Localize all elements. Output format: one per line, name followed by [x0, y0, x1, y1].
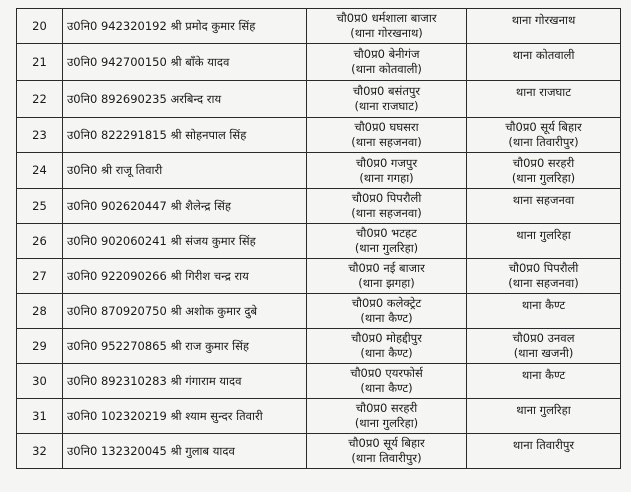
- officer-cell: उ0नि0 102320219 श्री श्याम सुन्दर तिवारी: [63, 399, 307, 434]
- serial-number-cell: 28: [17, 294, 63, 329]
- new-posting-name: चौ0प्र0 सूर्य बिहार: [505, 120, 582, 134]
- current-post-name: चौ0प्र0 नई बाजार: [348, 261, 425, 275]
- new-posting-cell: [467, 434, 621, 469]
- officer-cell: उ0नि0 902060241 श्री संजय कुमार सिंह: [63, 224, 307, 259]
- current-post-cell: [307, 434, 467, 469]
- current-post-name: चौ0प्र0 घघसरा: [354, 120, 419, 134]
- new-posting-cell: [467, 9, 621, 44]
- current-post-station: (थाना गुलरिहा): [354, 241, 419, 255]
- officer-cell: उ0नि0 952270865 श्री राज कुमार सिंह: [63, 329, 307, 364]
- table-row: [17, 9, 621, 44]
- serial-number-cell: 31: [17, 399, 63, 434]
- new-posting-name: थाना गुलरिहा: [516, 228, 571, 242]
- new-posting-cell: [467, 364, 621, 399]
- new-posting-station: (थाना गुलरिहा): [511, 170, 576, 185]
- officer-cell: उ0नि0 870920750 श्री अशोक कुमार दुबे: [63, 294, 307, 329]
- new-posting-station: (थाना सहजनवा): [508, 276, 579, 290]
- new-posting-cell: [467, 329, 621, 364]
- transfer-table: [16, 8, 621, 469]
- current-post-cell: [307, 189, 467, 224]
- current-post-cell: [307, 153, 467, 189]
- table-row: [17, 44, 621, 81]
- new-posting-name: चौ0प्र0 सरहरी: [512, 155, 575, 170]
- current-post-name: चौ0प्र0 धर्मशाला बाजार: [336, 11, 437, 25]
- serial-number-cell: 24: [17, 153, 63, 189]
- current-post-station: (थाना कैण्ट): [360, 381, 413, 395]
- current-post-cell: [307, 259, 467, 294]
- current-post-name: चौ0प्र0 मोहद्दीपुर: [351, 331, 422, 345]
- officer-cell: उ0नि0 822291815 श्री सोहनपाल सिंह: [63, 118, 307, 153]
- officer-cell: उ0नि0 942700150 श्री बाँके यादव: [63, 44, 307, 81]
- table-row: [17, 364, 621, 399]
- officer-cell: उ0नि0 942320192 श्री प्रमोद कुमार सिंह: [63, 9, 307, 44]
- serial-number-cell: 29: [17, 329, 63, 364]
- table-row: [17, 399, 621, 434]
- table-row: [17, 118, 621, 153]
- current-post-station: (थाना कैण्ट): [360, 346, 413, 360]
- table-row: [17, 329, 621, 364]
- serial-number-cell: 20: [17, 9, 63, 44]
- current-post-station: (थाना गोरखनाथ): [350, 26, 423, 40]
- current-post-cell: [307, 329, 467, 364]
- serial-number-cell: 26: [17, 224, 63, 259]
- current-post-station: (थाना झगहा): [358, 276, 415, 290]
- current-post-cell: [307, 294, 467, 329]
- current-post-station: (थाना कोतवाली): [351, 62, 422, 76]
- current-post-name: चौ0प्र0 सूर्य बिहार: [348, 436, 425, 450]
- officer-cell: उ0नि0 892690235 अरबिन्द राय: [63, 81, 307, 118]
- officer-cell: उ0नि0 892310283 श्री गंगाराम यादव: [63, 364, 307, 399]
- table-row: [17, 81, 621, 118]
- table-row: [17, 224, 621, 259]
- officer-cell: उ0नि0 132320045 श्री गुलाब यादव: [63, 434, 307, 469]
- current-post-station: (थाना तिवारीपुर): [351, 451, 422, 465]
- new-posting-name: चौ0प्र0 पिपरौली: [508, 261, 579, 275]
- current-post-cell: [307, 9, 467, 44]
- table-row: [17, 153, 621, 189]
- serial-number-cell: 32: [17, 434, 63, 469]
- new-posting-cell: [467, 44, 621, 81]
- new-posting-name: थाना गोरखनाथ: [511, 13, 576, 27]
- table-row: [17, 189, 621, 224]
- serial-number-cell: 21: [17, 44, 63, 81]
- serial-number-cell: 22: [17, 81, 63, 118]
- new-posting-station: (थाना खजनी): [513, 346, 574, 360]
- new-posting-cell: [467, 259, 621, 294]
- serial-number-cell: 23: [17, 118, 63, 153]
- current-post-name: चौ0प्र0 भटहट: [356, 226, 417, 240]
- new-posting-name: चौ0प्र0 उनवल: [512, 331, 575, 345]
- officer-cell: उ0नि0 श्री राजू तिवारी: [63, 153, 307, 189]
- new-posting-cell: [467, 224, 621, 259]
- new-posting-name: थाना गुलरिहा: [516, 403, 571, 417]
- current-post-name: चौ0प्र0 पिपरौली: [351, 191, 422, 205]
- new-posting-name: थाना कैण्ट: [521, 298, 566, 312]
- current-post-cell: [307, 118, 467, 153]
- new-posting-cell: [467, 81, 621, 118]
- current-post-name: चौ0प्र0 एयरफोर्स: [350, 366, 423, 380]
- new-posting-name: थाना कोतवाली: [512, 48, 575, 62]
- serial-number-cell: 27: [17, 259, 63, 294]
- new-posting-name: थाना तिवारीपुर: [512, 438, 575, 452]
- current-post-station: (थाना गगहा): [359, 170, 414, 185]
- current-post-station: (थाना कैण्ट): [360, 311, 413, 325]
- new-posting-cell: [467, 294, 621, 329]
- current-post-cell: [307, 44, 467, 81]
- new-posting-name: थाना राजघाट: [515, 85, 572, 99]
- current-post-station: (थाना राजघाट): [354, 99, 419, 113]
- current-post-name: चौ0प्र0 सरहरी: [355, 401, 418, 415]
- new-posting-name: थाना कैण्ट: [521, 368, 566, 382]
- officer-cell: उ0नि0 922090266 श्री गिरीश चन्द्र राय: [63, 259, 307, 294]
- table-row: [17, 294, 621, 329]
- new-posting-cell: [467, 118, 621, 153]
- new-posting-name: थाना सहजनवा: [512, 193, 575, 207]
- current-post-cell: [307, 81, 467, 118]
- new-posting-cell: [467, 153, 621, 189]
- current-post-name: चौ0प्र0 बेनीगंज: [353, 47, 420, 61]
- current-post-name: चौ0प्र0 गजपुर: [355, 155, 418, 170]
- table-row: [17, 434, 621, 469]
- current-post-station: (थाना गुलरिहा): [354, 416, 419, 430]
- new-posting-cell: [467, 399, 621, 434]
- current-post-name: चौ0प्र0 बसंतपुर: [352, 84, 421, 98]
- new-posting-station: (थाना तिवारीपुर): [508, 135, 579, 149]
- table-row: [17, 259, 621, 294]
- current-post-name: चौ0प्र0 कलेक्ट्रेट: [351, 296, 422, 310]
- current-post-cell: [307, 224, 467, 259]
- current-post-station: (थाना सहजनवा): [351, 135, 422, 149]
- officer-cell: उ0नि0 902620447 श्री शैलेन्द्र सिंह: [63, 189, 307, 224]
- serial-number-cell: 30: [17, 364, 63, 399]
- current-post-cell: [307, 364, 467, 399]
- serial-number-cell: 25: [17, 189, 63, 224]
- current-post-station: (थाना सहजनवा): [351, 206, 422, 220]
- current-post-cell: [307, 399, 467, 434]
- new-posting-cell: [467, 189, 621, 224]
